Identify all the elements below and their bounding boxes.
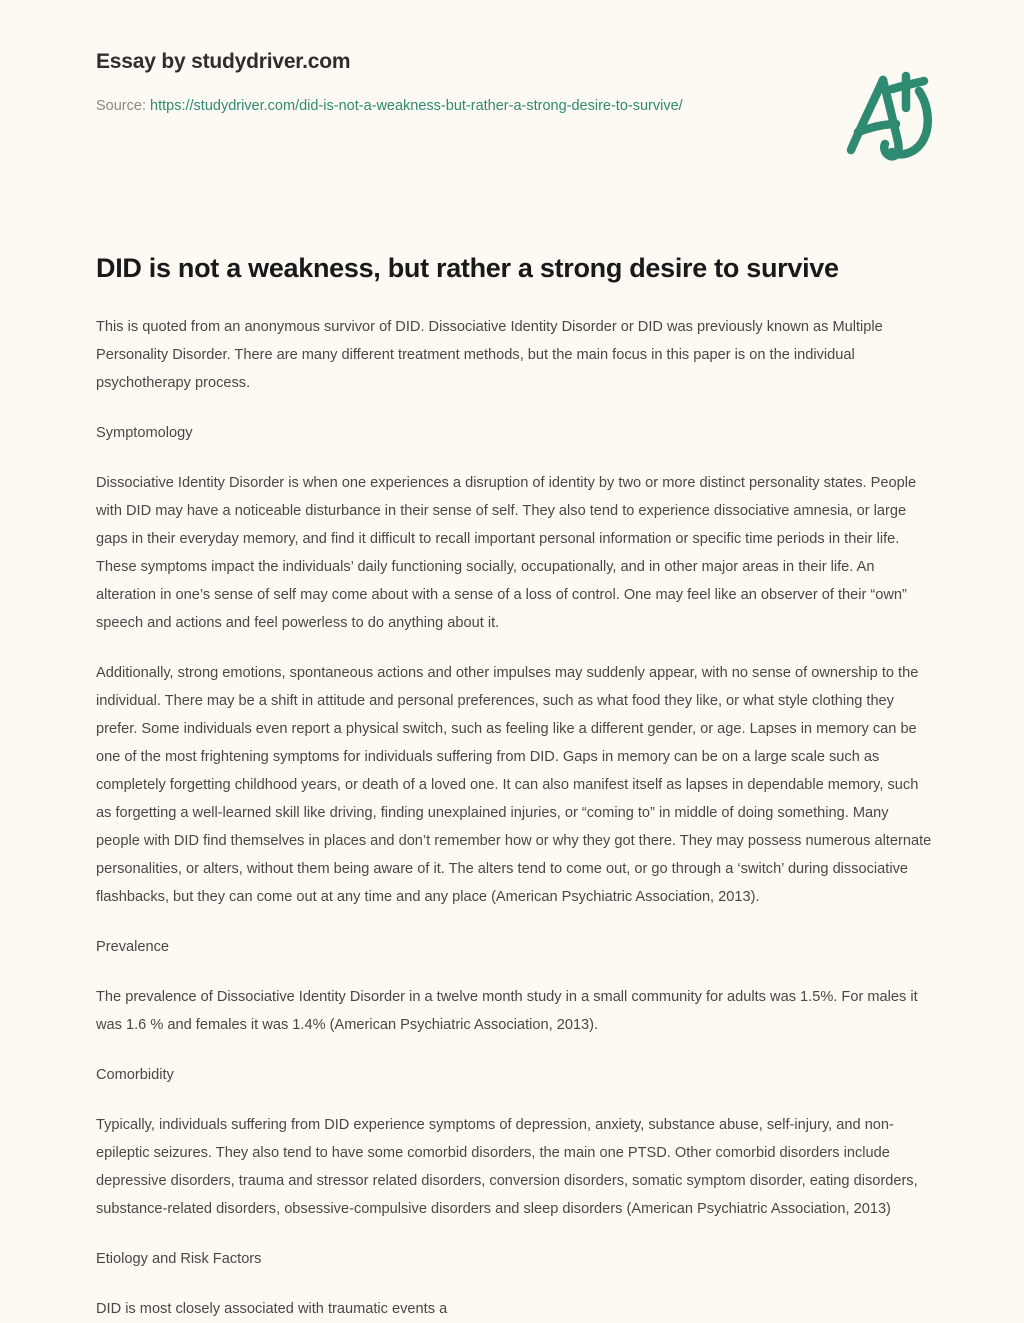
source-url-link[interactable]: https://studydriver.com/did-is-not-a-weakness-but-rather-a-strong-desire-to-survive/ — [150, 98, 683, 115]
brand-title: Essay by studydriver.com — [96, 50, 351, 73]
article-body — [96, 250, 932, 1323]
section-heading: Etiology and Risk Factors — [96, 1251, 262, 1268]
body-paragraph: DID is most closely associated with traumatic events a — [96, 1301, 448, 1318]
source-label: Source: — [96, 98, 146, 115]
body-paragraph: The prevalence of Dissociative Identity Disorder in a twelve month study in a small community for adults was 1.5%. For males it was 1.6 % and females it was 1.4% (American Psychiatric Association, 2013). — [96, 989, 918, 1034]
body-paragraph: This is quoted from an anonymous survivor of DID. Dissociative Identity Disorder or DID was previously known as Multiple Personality Disorder. There are many different treatment methods, but the main focus in this paper is on the individual psychotherapy process. — [96, 318, 883, 391]
a-plus-logo — [836, 58, 956, 178]
page-title: DID is not a weakness, but rather a strong desire to survive — [96, 253, 839, 283]
body-paragraph: Dissociative Identity Disorder is when one experiences a disruption of identity by two or more distinct personality states. People with DID may have a noticeable disturbance in their sense of self. They also tend to experience dissociative amnesia, or large gaps in their everyday memory, and find it difficult to recall important personal information or specific time periods in their life. These symptoms impact the individuals’ daily functioning socially, occupationally, and in other major areas in their life. An alteration in one’s sense of self may come about with a sense of a loss of control. One may feel like an observer of their “own” speech and actions and feel powerless to do anything about it. — [96, 474, 917, 631]
section-heading: Symptomology — [96, 424, 193, 441]
article-blocks — [96, 313, 932, 1323]
body-paragraph: Typically, individuals suffering from DID experience symptoms of depression, anxiety, substance abuse, self-injury, and non-epileptic seizures. They also tend to have some comorbid disorders, the main one PTSD. Other comorbid disorders include depressive disorders, trauma and stressor related disorders, conversion disorders, somatic symptom disorder, eating disorders, substance-related disorders, obsessive-compulsive disorders and sleep disorders (American Psychiatric Association, 2013) — [96, 1117, 918, 1218]
section-heading: Prevalence — [96, 939, 170, 956]
source-line — [96, 93, 796, 120]
document-header — [96, 48, 932, 120]
section-heading: Comorbidity — [96, 1067, 174, 1084]
body-paragraph: Additionally, strong emotions, spontaneous actions and other impulses may suddenly appear, with no sense of ownership to the individual. There may be a shift in attitude and personal preferences, such as what food they like, or what style clothing they prefer. Some individuals even report a physical switch, such as feeling like a different gender, or age. Lapses in memory can be one of the most frightening symptoms for individuals suffering from DID. Gaps in memory can be on a large scale such as completely forgetting childhood years, or death of a loved one. It can also manifest itself as lapses in dependable memory, such as forgetting a well-learned skill like driving, finding unexplained injuries, or “coming to” in middle of doing something. Many people with DID find themselves in places and don’t remember how or why they got there. They may possess numerous alternate personalities, or alters, without them being aware of it. The alters tend to come out, or go through a ‘switch’ during dissociative flashbacks, but they can come out at any time and any place (American Psychiatric Association, 2013). — [96, 664, 932, 905]
